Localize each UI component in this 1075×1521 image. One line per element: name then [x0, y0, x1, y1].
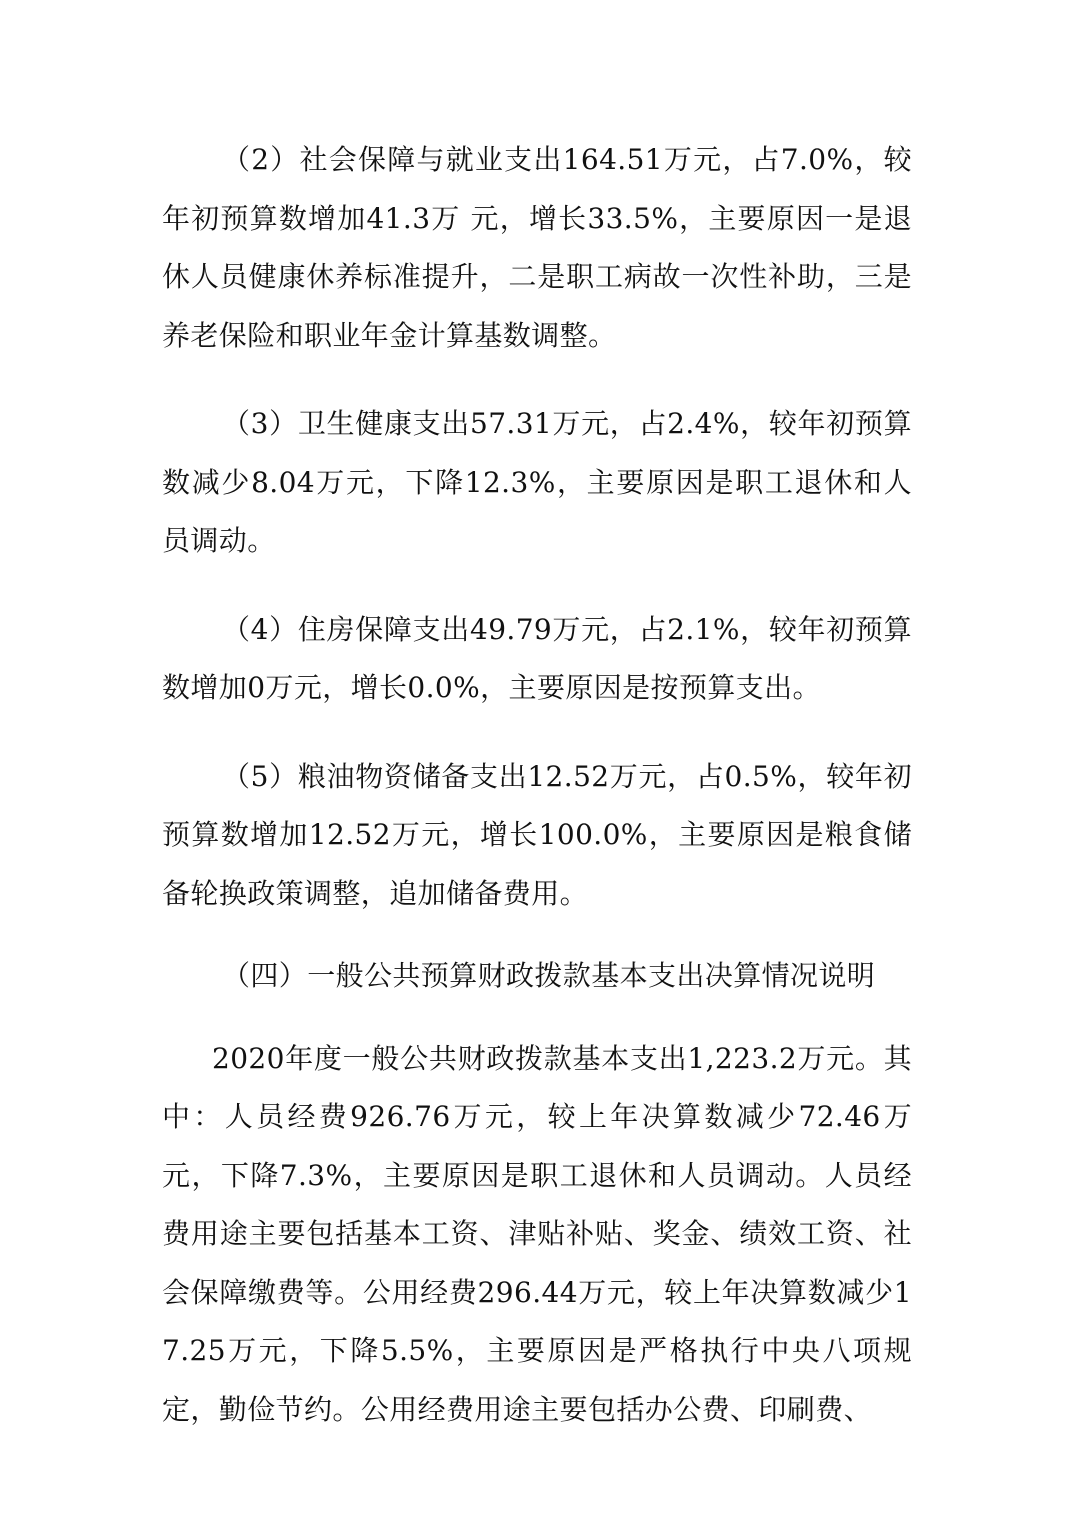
paragraph-grain-reserve: （5）粮油物资储备支出12.52万元，占0.5%，较年初预算数增加12.52万元，增长100.0%，主要原因是粮食储备轮换政策调整，追加储备费用。 — [162, 759, 912, 910]
paragraph-health: （3）卫生健康支出57.31万元，占2.4%，较年初预算数减少8.04万元，下降12.3%，主要原因是职工退休和人员调动。 — [162, 407, 912, 557]
paragraph-housing: （4）住房保障支出49.79万元，占2.1%，较年初预算数增加0万元，增长0.0%，主要原因是按预算支出。 — [162, 612, 912, 704]
document-body — [162, 131, 912, 1439]
section-heading: （四）一般公共预算财政拨款基本支出决算情况说明 — [222, 959, 876, 992]
paragraph-social-security: （2）社会保障与就业支出164.51万元，占7.0%，较年初预算数增加41.3万 元，增长33.5%，主要原因一是退休人员健康休养标准提升，二是职工病故一次性补助，三是养老保险和职业年金计算基数调整。 — [162, 143, 912, 352]
paragraph-basic-expenditure: 2020年度一般公共财政拨款基本支出1,223.2万元。其中：人员经费926.76万元，较上年决算数减少72.46万 元，下降7.3%，主要原因是职工退休和人员调动。人员经费用途主要包括基本工资、津贴补贴、奖金、绩效工资、社会保障缴费等。公用经费296.44万元，较上年决算数减少17.25万元，下降5.5%，主要原因是严格执行中央八项规定，勤俭节约。公用经费用途主要包括办公费、印刷费、 — [162, 1041, 912, 1426]
